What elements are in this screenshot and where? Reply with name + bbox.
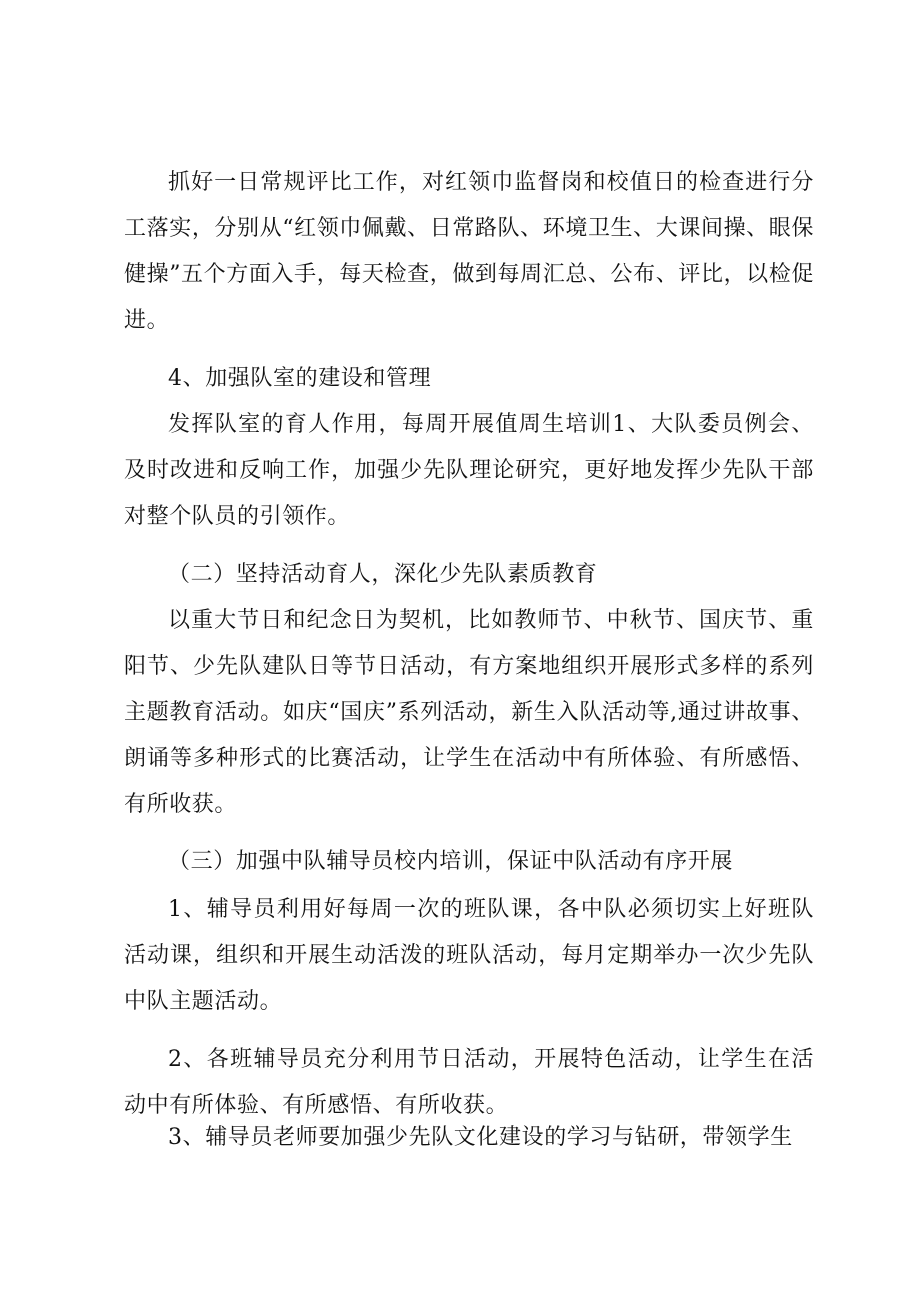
- paragraph-culture-construction: 3、辅导员老师要加强少先队文化建设的学习与钻研，带领学生: [168, 1125, 793, 1150]
- section-heading-team-room: 4、加强队室的建设和管理: [168, 366, 432, 391]
- section-heading-activity-education: （二）坚持活动育人，深化少先队素质教育: [168, 562, 598, 587]
- paragraph-festival-activities: 以重大节日和纪念日为契机，比如教师节、中秋节、国庆节、重阳节、少先队建队日等节日活动，有方案地组织开展形式多样的系列主题教育活动。如庆“国庆”系列活动，新生入队活动等,通过讲故事、朗诵等多种形式的比赛活动，让学生在活动中有所体验、有所感悟、有所收获。: [124, 608, 814, 817]
- paragraph-class-team-lessons: 1、辅导员利用好每周一次的班队课，各中队必须切实上好班队活动课，组织和开展生动活泼的班队活动，每月定期举办一次少先队中队主题活动。: [124, 897, 814, 1014]
- paragraph-daily-routine: 抓好一日常规评比工作，对红领巾监督岗和校值日的检查进行分工落实，分别从“红领巾佩戴、日常路队、环境卫生、大课间操、眼保健操”五个方面入手，每天检查，做到每周汇总、公布、评比，以检促进。: [124, 170, 814, 333]
- section-heading-counselor-training: （三）加强中队辅导员校内培训，保证中队活动有序开展: [168, 849, 734, 874]
- paragraph-festival-featured-activities: 2、各班辅导员充分利用节日活动，开展特色活动，让学生在活动中有所体验、有所感悟、有所收获。: [124, 1047, 814, 1118]
- paragraph-team-room: 发挥队室的育人作用，每周开展值周生培训1、大队委员例会、及时改进和反响工作，加强少先队理论研究，更好地发挥少先队干部对整个队员的引领作。: [124, 412, 814, 529]
